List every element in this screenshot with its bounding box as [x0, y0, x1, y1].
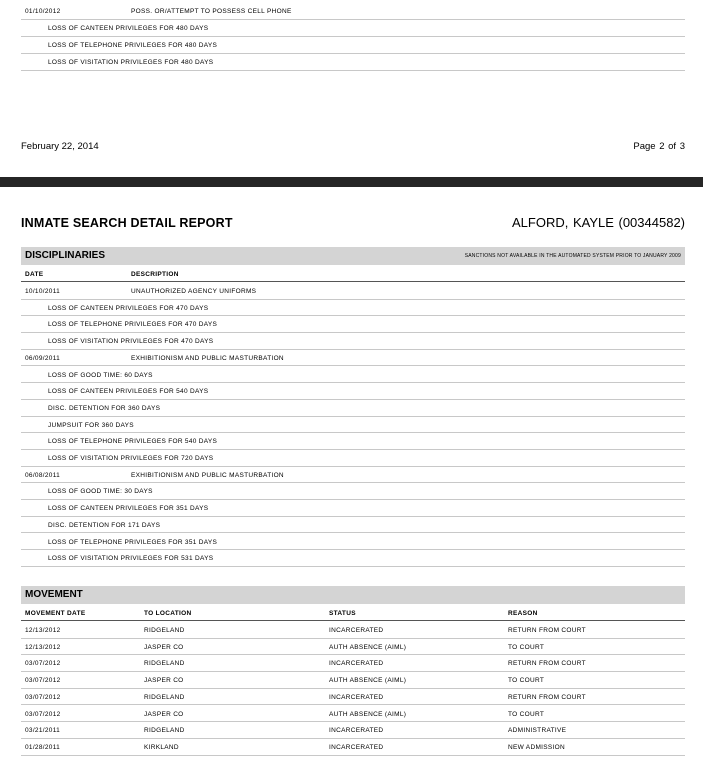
movement-status: AUTH ABSENCE (AIML)	[329, 710, 407, 718]
movement-status: INCARCERATED	[329, 743, 384, 751]
movement-date: 03/07/2012	[25, 660, 61, 668]
movement-reason: TO COURT	[508, 710, 545, 718]
disciplinary-row	[21, 283, 685, 300]
movement-row	[21, 722, 685, 739]
sanction-description: LOSS OF CANTEEN PRIVILEGES FOR 351 DAYS	[48, 505, 209, 513]
disciplinary-row	[21, 467, 685, 484]
movement-date: 01/28/2011	[25, 743, 61, 751]
previous-page-tail	[0, 0, 703, 177]
movement-reason: NEW ADMISSION	[508, 743, 565, 751]
violation-date: 10/10/2011	[25, 288, 61, 295]
movement-location: JASPER CO	[144, 677, 184, 685]
movement-row	[21, 739, 685, 756]
violation-date: 01/10/2012	[25, 8, 61, 15]
movement-reason: TO COURT	[508, 677, 545, 685]
disciplinary-row	[21, 500, 685, 517]
sanction-description: LOSS OF TELEPHONE PRIVILEGES FOR 351 DAYS	[48, 538, 218, 546]
disciplinaries-table-header	[21, 266, 685, 282]
disciplinary-row	[21, 54, 685, 71]
movement-status: AUTH ABSENCE (AIML)	[329, 677, 407, 685]
movement-status: INCARCERATED	[329, 627, 384, 634]
movement-row	[21, 672, 685, 689]
movement-location: RIDGELAND	[144, 727, 185, 735]
sanction-description: LOSS OF VISITATION PRIVILEGES FOR 470 DAYS	[48, 338, 214, 346]
column-header-status: STATUS	[329, 610, 356, 617]
movement-row	[21, 639, 685, 656]
disciplinary-row	[21, 316, 685, 333]
movement-date: 03/07/2012	[25, 693, 61, 701]
movement-status: INCARCERATED	[329, 727, 384, 735]
disciplinaries-title: DISCIPLINARIES	[25, 250, 106, 261]
violation-description: POSS. OR/ATTEMPT TO POSSESS CELL PHONE	[131, 8, 292, 15]
footer-date: February 22, 2014	[21, 141, 99, 152]
sanction-description: LOSS OF CANTEEN PRIVILEGES FOR 480 DAYS	[48, 25, 209, 32]
violation-date: 06/08/2011	[25, 471, 61, 479]
movement-location: JASPER CO	[144, 643, 184, 651]
movement-row	[21, 655, 685, 672]
sanction-description: LOSS OF CANTEEN PRIVILEGES FOR 470 DAYS	[48, 304, 209, 312]
movement-row	[21, 706, 685, 723]
sanction-description: DISC. DETENTION FOR 171 DAYS	[48, 521, 161, 529]
movement-date: 03/07/2012	[25, 710, 61, 718]
disciplinary-row	[21, 20, 685, 37]
movement-location: RIDGELAND	[144, 660, 185, 668]
disciplinaries-note: SANCTIONS NOT AVAILABLE IN THE AUTOMATED SYSTEM PRIOR TO JANUARY 2009	[464, 253, 681, 259]
movement-status: INCARCERATED	[329, 660, 384, 668]
movement-date: 12/13/2012	[25, 643, 61, 651]
movement-row	[21, 622, 685, 639]
movement-location: RIDGELAND	[144, 627, 185, 634]
movement-date: 03/07/2012	[25, 677, 61, 685]
disciplinary-row	[21, 37, 685, 54]
sanction-description: LOSS OF GOOD TIME: 30 DAYS	[48, 488, 153, 496]
sanction-description: LOSS OF TELEPHONE PRIVILEGES FOR 480 DAYS	[48, 42, 218, 49]
movement-row	[21, 689, 685, 706]
disciplinary-row	[21, 300, 685, 317]
sanction-description: LOSS OF CANTEEN PRIVILEGES FOR 540 DAYS	[48, 388, 209, 396]
violation-description: EXHIBITIONISM AND PUBLIC MASTURBATION	[131, 471, 284, 479]
movement-reason: RETURN FROM COURT	[508, 660, 586, 668]
sanction-description: LOSS OF VISITATION PRIVILEGES FOR 480 DAYS	[48, 59, 214, 66]
movement-reason: RETURN FROM COURT	[508, 627, 586, 634]
disciplinary-row	[21, 550, 685, 567]
sanction-description: JUMPSUIT FOR 360 DAYS	[48, 421, 134, 429]
page-break-divider	[0, 177, 703, 187]
column-header-description: DESCRIPTION	[131, 271, 179, 278]
sanction-description: LOSS OF TELEPHONE PRIVILEGES FOR 470 DAYS	[48, 321, 218, 329]
violation-description: UNAUTHORIZED AGENCY UNIFORMS	[131, 288, 257, 295]
movement-status: INCARCERATED	[329, 693, 384, 701]
disciplinary-row	[21, 534, 685, 551]
column-header-movement-date: MOVEMENT DATE	[25, 610, 86, 617]
violation-date: 06/09/2011	[25, 354, 61, 362]
disciplinary-row	[21, 3, 685, 20]
movement-title: MOVEMENT	[25, 589, 83, 600]
disciplinary-row	[21, 350, 685, 367]
sanction-description: LOSS OF GOOD TIME: 60 DAYS	[48, 371, 153, 379]
movement-table-header	[21, 605, 685, 621]
movement-location: KIRKLAND	[144, 743, 179, 751]
movement-reason: ADMINISTRATIVE	[508, 727, 567, 735]
movement-location: RIDGELAND	[144, 693, 185, 701]
disciplinary-row	[21, 417, 685, 434]
movement-location: JASPER CO	[144, 710, 184, 718]
movement-status: AUTH ABSENCE (AIML)	[329, 643, 407, 651]
disciplinaries-section-header	[21, 247, 685, 265]
disciplinary-row	[21, 450, 685, 467]
violation-description: EXHIBITIONISM AND PUBLIC MASTURBATION	[131, 354, 284, 362]
disciplinary-row	[21, 333, 685, 350]
column-header-to-location: TO LOCATION	[144, 610, 192, 617]
sanction-description: LOSS OF VISITATION PRIVILEGES FOR 531 DAYS	[48, 555, 214, 563]
sanction-description: DISC. DETENTION FOR 360 DAYS	[48, 404, 161, 412]
disciplinary-row	[21, 483, 685, 500]
disciplinary-row	[21, 433, 685, 450]
footer-page-number: Page 2 of 3	[633, 141, 685, 152]
inmate-name-id: ALFORD, KAYLE (00344582)	[511, 215, 685, 230]
movement-section-header	[21, 586, 685, 604]
disciplinary-row	[21, 400, 685, 417]
movement-reason: RETURN FROM COURT	[508, 693, 586, 701]
disciplinary-row	[21, 383, 685, 400]
sanction-description: LOSS OF TELEPHONE PRIVILEGES FOR 540 DAYS	[48, 438, 218, 446]
disciplinary-row	[21, 367, 685, 384]
column-header-reason: REASON	[508, 610, 538, 617]
movement-reason: TO COURT	[508, 643, 545, 651]
sanction-description: LOSS OF VISITATION PRIVILEGES FOR 720 DAYS	[48, 455, 214, 462]
disciplinary-row	[21, 517, 685, 534]
column-header-date: DATE	[25, 271, 44, 278]
movement-date: 12/13/2012	[25, 627, 61, 634]
report-title: INMATE SEARCH DETAIL REPORT	[21, 216, 233, 230]
movement-date: 03/21/2011	[25, 727, 61, 735]
